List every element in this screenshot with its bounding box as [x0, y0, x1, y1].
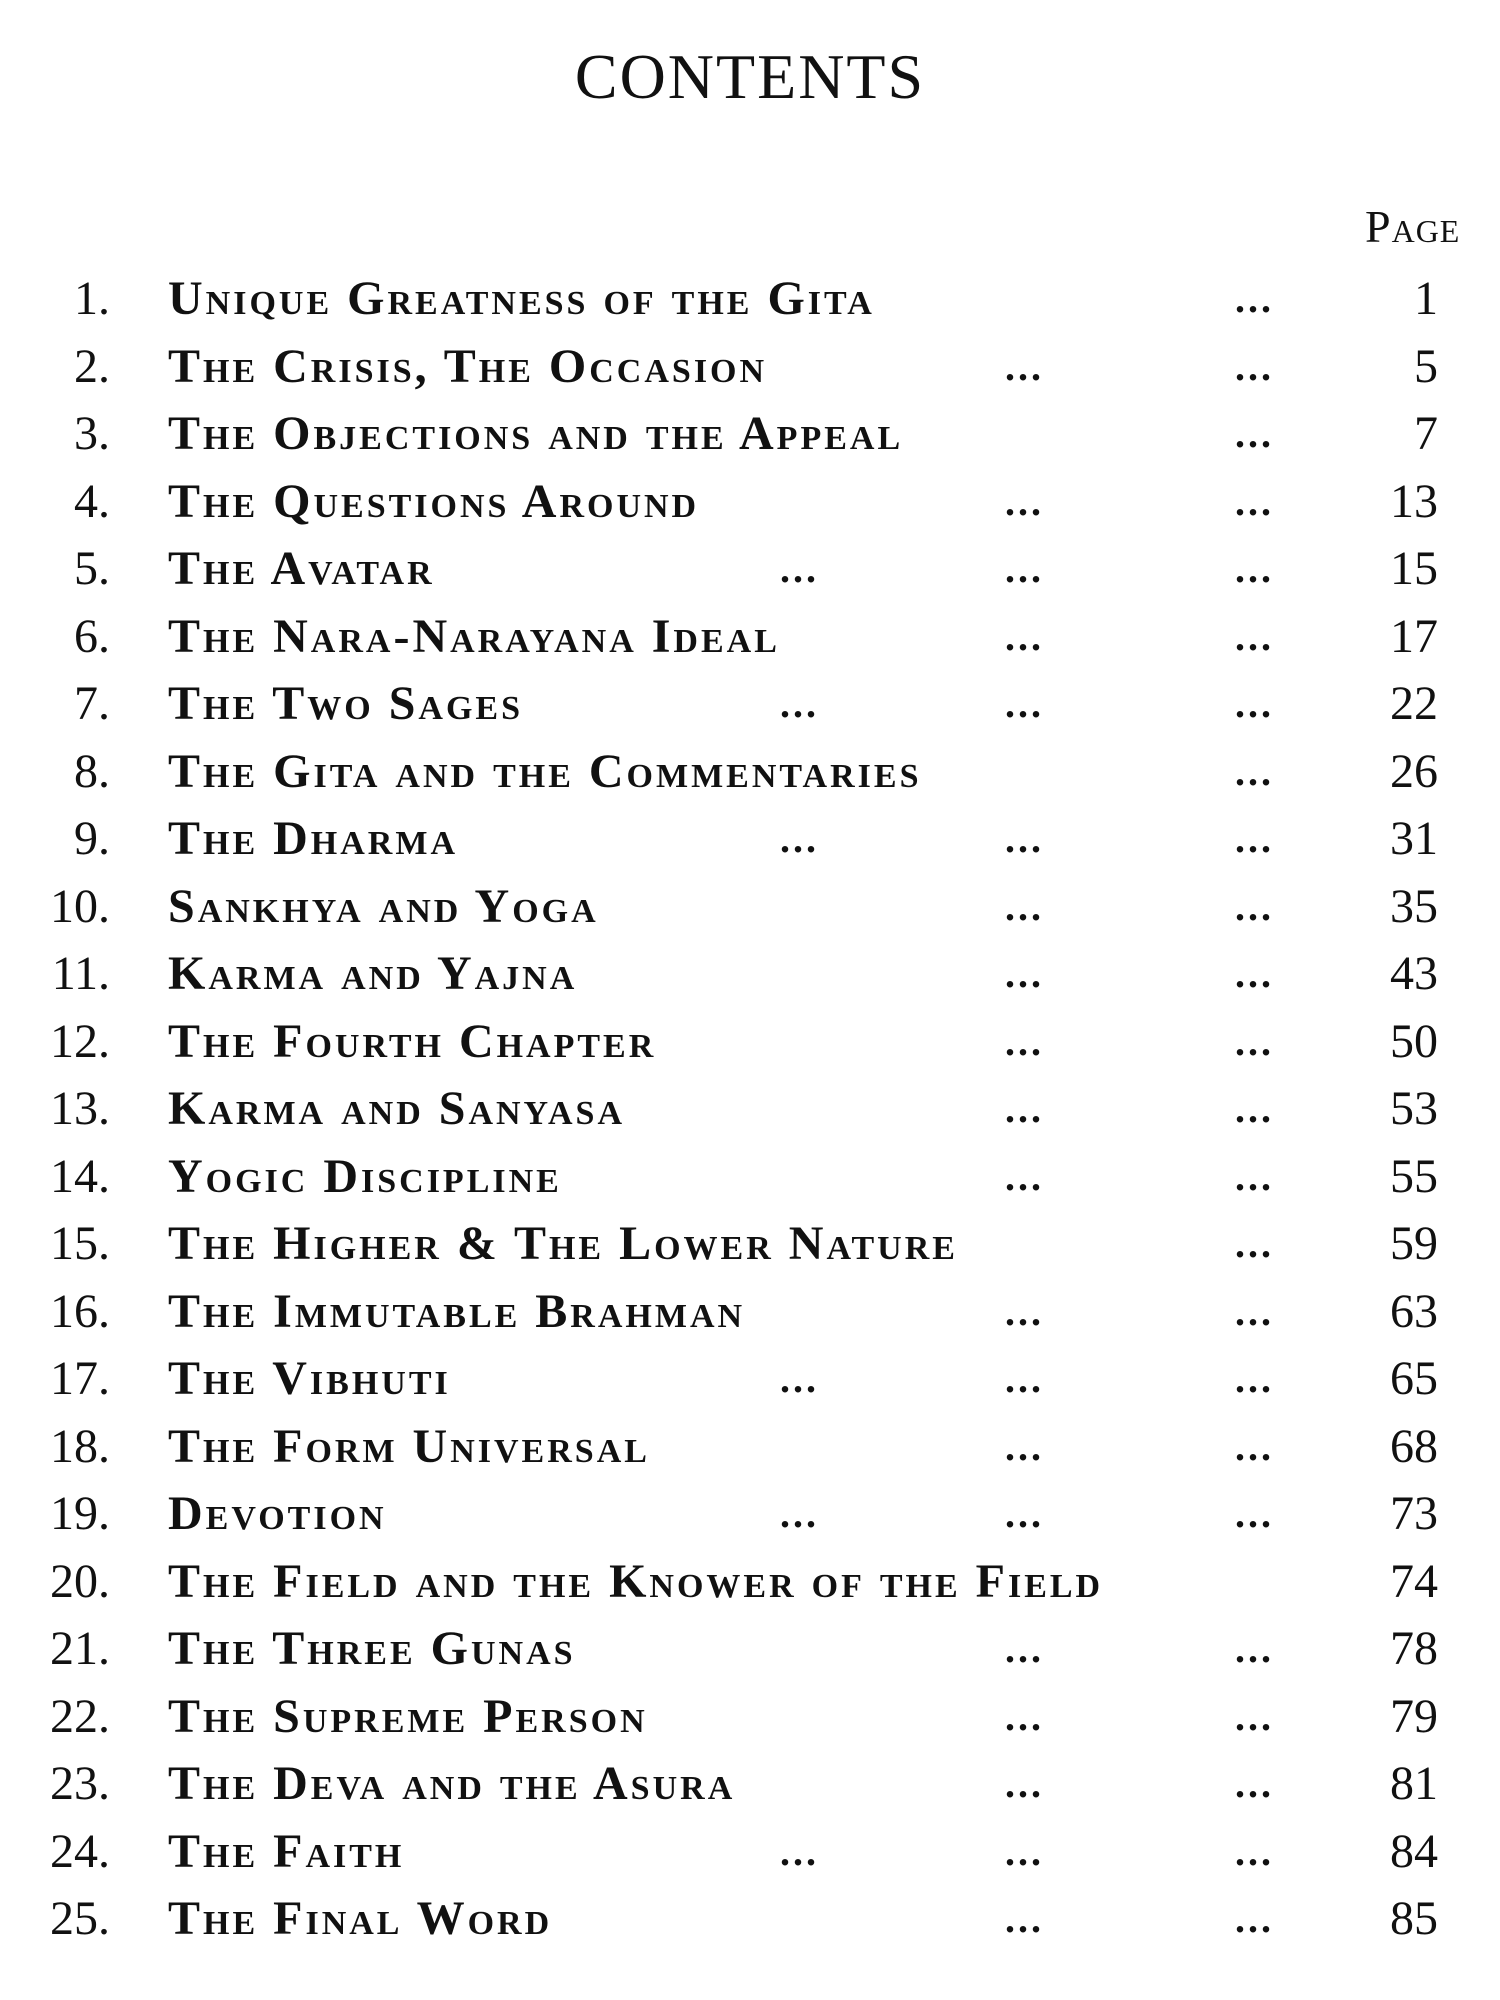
toc-entry: [0, 1615, 1500, 1683]
dot-leader: ...: [1235, 1153, 1274, 1199]
chapter-title: The Objections and the Appeal: [168, 407, 904, 460]
table-of-contents: [0, 265, 1500, 1953]
chapter-number: 2.: [74, 339, 110, 393]
chapter-title: The Supreme Person: [168, 1689, 648, 1743]
dot-leader: ...: [1005, 1693, 1044, 1739]
page-number: 78: [1390, 1622, 1438, 1675]
page-number: 74: [1390, 1554, 1438, 1608]
chapter-number: 24.: [50, 1824, 110, 1878]
page-number: 63: [1390, 1284, 1438, 1338]
page-number: 35: [1390, 879, 1438, 933]
dot-leader: ...: [780, 1828, 819, 1874]
page-number: 79: [1390, 1689, 1438, 1743]
toc-entry: [0, 468, 1500, 536]
toc-entry: [0, 1480, 1500, 1548]
chapter-number: 7.: [74, 677, 110, 730]
dot-leader: ...: [1005, 816, 1044, 861]
dot-leader: ...: [1235, 1626, 1274, 1671]
dot-leader: ...: [1005, 1086, 1044, 1131]
dot-leader: ...: [1235, 613, 1274, 659]
chapter-title: The Final Word: [168, 1892, 553, 1945]
chapter-number: 1.: [74, 272, 110, 325]
chapter-title: Unique Greatness of the Gita: [168, 272, 875, 325]
chapter-number: 11.: [51, 947, 110, 1000]
chapter-title: The Dharma: [168, 812, 459, 865]
dot-leader: ...: [1235, 951, 1274, 996]
toc-entry: [0, 1413, 1500, 1481]
chapter-number: 20.: [50, 1554, 110, 1608]
page-number: 26: [1390, 744, 1438, 798]
toc-entry: [0, 535, 1500, 603]
chapter-number: 8.: [74, 744, 110, 798]
dot-leader: ...: [1235, 1896, 1274, 1941]
toc-entry: [0, 400, 1500, 468]
toc-entry: [0, 1210, 1500, 1278]
dot-leader: ...: [780, 1491, 819, 1536]
dot-leader: ...: [1235, 1491, 1274, 1536]
page-number: 68: [1390, 1419, 1438, 1473]
toc-entry: [0, 805, 1500, 873]
dot-leader: ...: [1235, 1356, 1274, 1401]
chapter-number: 25.: [50, 1892, 110, 1945]
dot-leader: ...: [1235, 1288, 1274, 1334]
toc-entry: [0, 1278, 1500, 1346]
chapter-number: 10.: [50, 879, 110, 933]
dot-leader: ...: [1005, 546, 1044, 591]
page-number: 84: [1390, 1824, 1438, 1878]
page-number: 13: [1390, 474, 1438, 528]
chapter-title: The Gita and the Commentaries: [168, 744, 922, 798]
dot-leader: ...: [1005, 478, 1044, 524]
toc-entry: [0, 1818, 1500, 1886]
chapter-number: 6.: [74, 609, 110, 663]
dot-leader: ...: [1005, 1153, 1044, 1199]
chapter-title: Yogic Discipline: [168, 1149, 562, 1203]
toc-entry: [0, 1885, 1500, 1953]
dot-leader: ...: [1005, 883, 1044, 929]
dot-leader: ...: [1005, 1356, 1044, 1401]
chapter-number: 13.: [50, 1082, 110, 1135]
chapter-number: 5.: [74, 542, 110, 595]
chapter-title: Karma and Sanyasa: [168, 1082, 626, 1135]
chapter-title: The Avatar: [168, 542, 435, 595]
chapter-title: The Crisis, The Occasion: [168, 339, 768, 393]
chapter-title: The Deva and the Asura: [168, 1757, 736, 1810]
toc-entry: [0, 940, 1500, 1008]
dot-leader: ...: [1005, 1288, 1044, 1334]
toc-entry: [0, 1143, 1500, 1211]
dot-leader: ...: [1235, 1423, 1274, 1469]
chapter-number: 22.: [50, 1689, 110, 1743]
dot-leader: ...: [1005, 951, 1044, 996]
chapter-number: 12.: [50, 1014, 110, 1068]
dot-leader: ...: [1235, 1221, 1274, 1266]
dot-leader: ...: [780, 1356, 819, 1401]
chapter-title: Karma and Yajna: [168, 947, 578, 1000]
dot-leader: ...: [1235, 748, 1274, 794]
dot-leader: ...: [780, 681, 819, 726]
toc-entry: [0, 1548, 1500, 1616]
dot-leader: ...: [1005, 1018, 1044, 1064]
chapter-title: The Form Universal: [168, 1419, 650, 1473]
dot-leader: ...: [1005, 1423, 1044, 1469]
dot-leader: ...: [1005, 343, 1044, 389]
chapter-title: The Nara-Narayana Ideal: [168, 609, 780, 663]
chapter-number: 14.: [50, 1149, 110, 1203]
dot-leader: ...: [1235, 343, 1274, 389]
dot-leader: ...: [1005, 1896, 1044, 1941]
toc-entry: [0, 1075, 1500, 1143]
chapter-title: The Questions Around: [168, 474, 700, 528]
chapter-number: 17.: [50, 1352, 110, 1405]
page-number: 15: [1390, 542, 1438, 595]
toc-entry: [0, 1345, 1500, 1413]
page-number: 59: [1390, 1217, 1438, 1270]
chapter-number: 15.: [50, 1217, 110, 1270]
page-number: 5: [1414, 339, 1438, 393]
chapter-title: Devotion: [168, 1487, 387, 1540]
toc-entry: [0, 1008, 1500, 1076]
page-number: 1: [1414, 272, 1438, 325]
toc-entry: [0, 603, 1500, 671]
page-number: 22: [1390, 677, 1438, 730]
dot-leader: ...: [1235, 1086, 1274, 1131]
chapter-number: 21.: [50, 1622, 110, 1675]
dot-leader: ...: [1235, 478, 1274, 524]
dot-leader: ...: [1005, 1491, 1044, 1536]
dot-leader: ...: [780, 546, 819, 591]
page-number: 55: [1390, 1149, 1438, 1203]
chapter-number: 16.: [50, 1284, 110, 1338]
page-number: 50: [1390, 1014, 1438, 1068]
dot-leader: ...: [1235, 681, 1274, 726]
chapter-number: 3.: [74, 407, 110, 460]
page-column-label: Page: [1365, 201, 1461, 252]
chapter-title: The Three Gunas: [168, 1622, 576, 1675]
dot-leader: ...: [1235, 1693, 1274, 1739]
dot-leader: ...: [1235, 411, 1274, 456]
chapter-title: The Immutable Brahman: [168, 1284, 746, 1338]
dot-leader: ...: [1235, 1018, 1274, 1064]
page-title: CONTENTS: [574, 41, 926, 112]
page-number: 65: [1390, 1352, 1438, 1405]
chapter-title: Sankhya and Yoga: [168, 879, 599, 933]
dot-leader: ...: [1235, 1761, 1274, 1806]
chapter-title: The Field and the Knower of the Field: [168, 1554, 1104, 1608]
page-number: 31: [1390, 812, 1438, 865]
dot-leader: ...: [780, 816, 819, 861]
dot-leader: ...: [1005, 1828, 1044, 1874]
dot-leader: ...: [1235, 816, 1274, 861]
chapter-number: 9.: [74, 812, 110, 865]
page-number: 7: [1414, 407, 1438, 460]
toc-entry: [0, 1683, 1500, 1751]
chapter-title: The Two Sages: [168, 677, 524, 730]
dot-leader: ...: [1235, 883, 1274, 929]
dot-leader: ...: [1235, 546, 1274, 591]
toc-entry: [0, 333, 1500, 401]
toc-entry: [0, 873, 1500, 941]
chapter-number: 19.: [50, 1487, 110, 1540]
toc-entry: [0, 670, 1500, 738]
dot-leader: ...: [1005, 613, 1044, 659]
chapter-number: 23.: [50, 1757, 110, 1810]
toc-entry: [0, 265, 1500, 333]
chapter-number: 18.: [50, 1419, 110, 1473]
chapter-title: The Vibhuti: [168, 1352, 451, 1405]
chapter-number: 4.: [74, 474, 110, 528]
toc-entry: [0, 1750, 1500, 1818]
chapter-title: The Faith: [168, 1824, 405, 1878]
dot-leader: ...: [1005, 1626, 1044, 1671]
page-number: 81: [1390, 1757, 1438, 1810]
dot-leader: ...: [1005, 681, 1044, 726]
page-number: 85: [1390, 1892, 1438, 1945]
toc-entry: [0, 738, 1500, 806]
dot-leader: ...: [1235, 276, 1274, 321]
chapter-title: The Higher & The Lower Nature: [168, 1217, 958, 1270]
page-number: 17: [1390, 609, 1438, 663]
page-number: 73: [1390, 1487, 1438, 1540]
dot-leader: ...: [1235, 1828, 1274, 1874]
chapter-title: The Fourth Chapter: [168, 1014, 657, 1068]
page-number: 53: [1390, 1082, 1438, 1135]
dot-leader: ...: [1005, 1761, 1044, 1806]
page-number: 43: [1390, 947, 1438, 1000]
